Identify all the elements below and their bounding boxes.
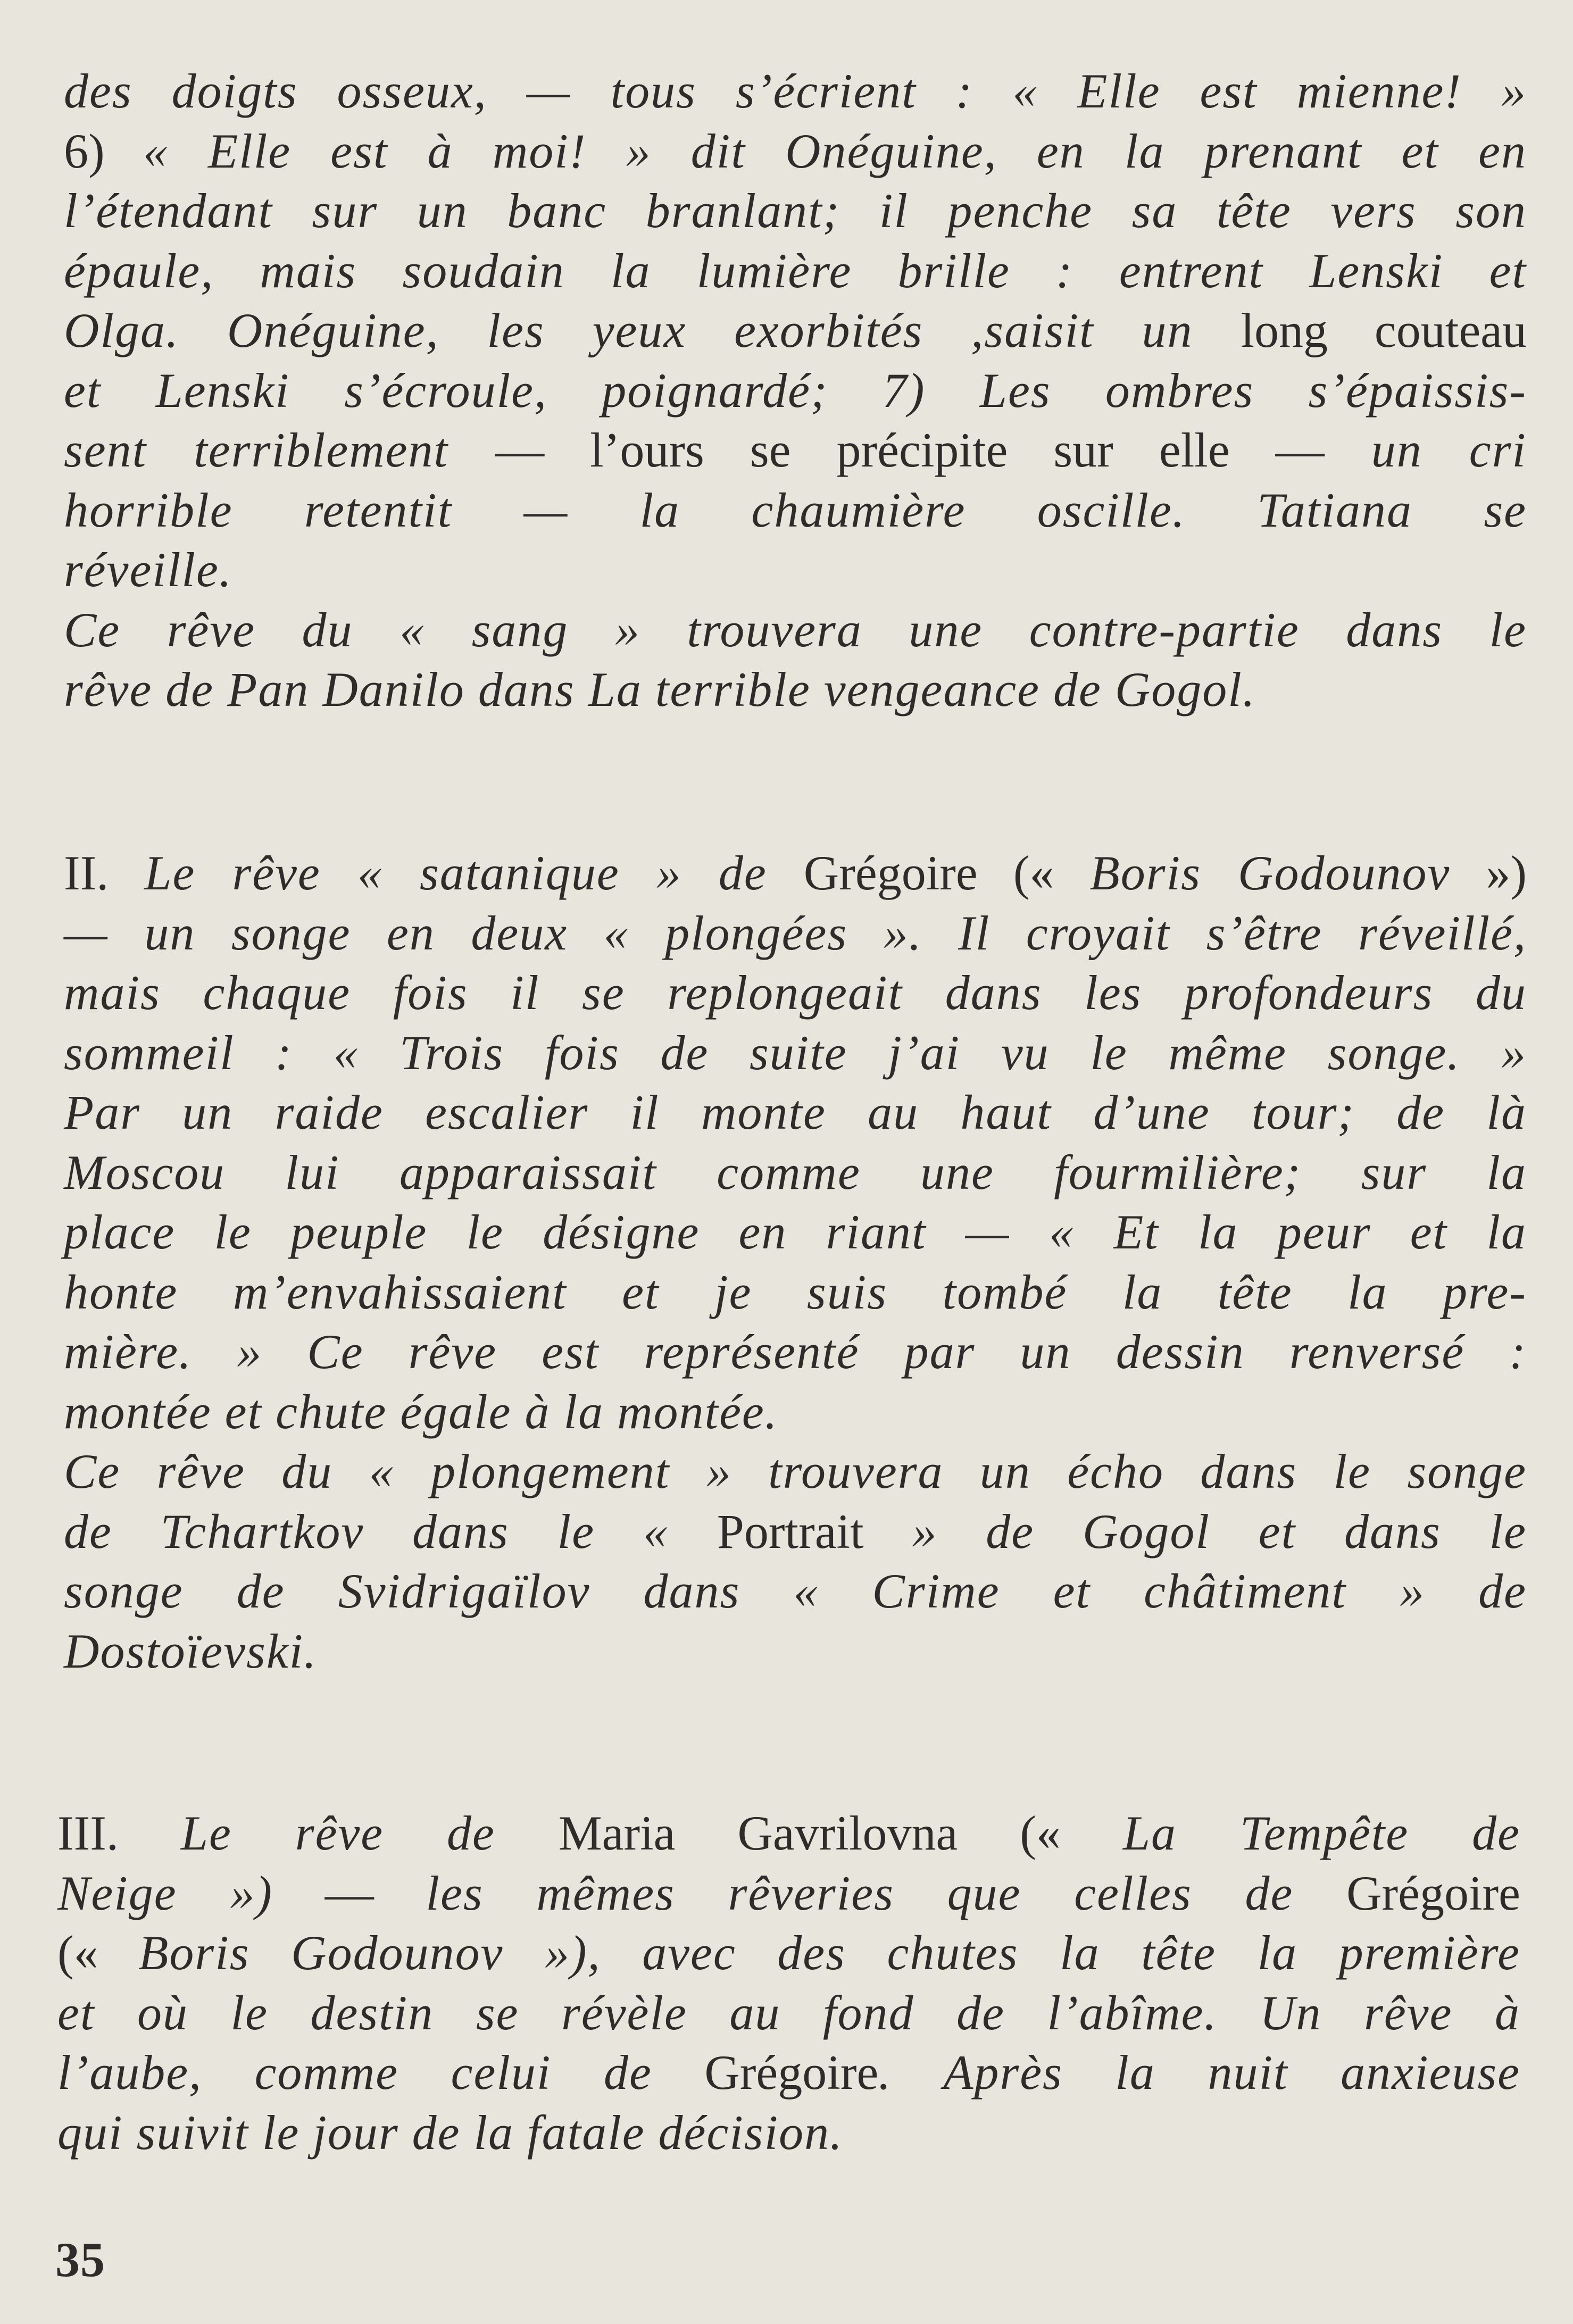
- italic-text: l’aube, comme celui de: [57, 2045, 705, 2100]
- text-line: [64, 361, 1527, 421]
- italic-text: horrible retentit — la chaumière oscille. Tatiana se: [64, 482, 1527, 537]
- roman-text: Portrait: [717, 1504, 864, 1559]
- italic-text: place le peuple le désigne en riant — « Et la peur et la: [64, 1205, 1527, 1259]
- roman-text: Grégoire: [704, 2045, 879, 2100]
- roman-text: Maria Gavrilovna («: [558, 1806, 1123, 1860]
- italic-text: un cri: [1324, 423, 1527, 477]
- text-line: [64, 660, 1527, 720]
- italic-text: épaule, mais soudain la lumière brille : entrent Lenski et: [64, 243, 1527, 298]
- text-line: [64, 1382, 1527, 1442]
- italic-text: honte m’envahissaient et je suis tombé la tête la pre-: [64, 1264, 1527, 1319]
- text-line: [64, 61, 1527, 121]
- italic-text: . Après la nuit anxieuse: [878, 2045, 1520, 2100]
- italic-text: « Elle est à moi! » dit Onéguine, en la prenant et en: [143, 123, 1527, 178]
- text-line: [64, 181, 1527, 241]
- paragraph-dream-maria: [57, 1803, 1520, 2162]
- paragraph-dream-satanic: [64, 843, 1527, 1681]
- italic-text: rêve de Pan Danilo dans La terrible vengeance de Gogol.: [64, 662, 1256, 717]
- italic-text: et Lenski s’écroule, poignardé; 7) Les ombres s’épaissis-: [64, 363, 1527, 418]
- text-line: [64, 1082, 1527, 1143]
- text-line: [64, 843, 1527, 903]
- italic-text: et où le destin se révèle au fond de l’abîme. Un rêve à: [57, 1985, 1520, 2040]
- italic-text: sommeil : « Trois fois de suite j’ai vu le même songe. »: [64, 1025, 1527, 1080]
- text-line: [64, 1442, 1527, 1502]
- italic-text: montée et chute égale à la montée.: [64, 1384, 778, 1439]
- italic-text: Moscou lui apparaissait comme une fourmilière; sur la: [64, 1145, 1527, 1200]
- text-line: [57, 1863, 1520, 1923]
- text-line: [64, 1262, 1527, 1322]
- text-line: [57, 2103, 1520, 2163]
- roman-text: 6): [64, 123, 143, 178]
- italic-text: — un songe en deux « plongées ». Il croyait s’être réveillé,: [64, 905, 1527, 960]
- roman-text: —: [273, 1865, 426, 1920]
- text-line: [64, 1023, 1527, 1083]
- text-line: [64, 121, 1527, 181]
- italic-text: les mêmes rêveries que celles de: [426, 1865, 1347, 1920]
- italic-text: qui suivit le jour de la fatale décision.: [57, 2105, 844, 2160]
- text-line: [57, 2043, 1520, 2103]
- italic-text: des doigts osseux, — tous s’écrient : « Elle est mienne! »: [64, 64, 1527, 118]
- text-line: [64, 241, 1527, 301]
- roman-text: («: [57, 1926, 139, 1980]
- italic-text: Par un raide escalier il monte au haut d’une tour; de là: [64, 1085, 1527, 1139]
- roman-text: II.: [64, 846, 145, 900]
- text-line: [64, 1502, 1527, 1562]
- italic-text: Le rêve « satanique » de: [144, 846, 804, 900]
- text-line: [64, 540, 1527, 600]
- text-line: [64, 1322, 1527, 1382]
- italic-text: Olga. Onéguine, les yeux exorbités ,saisit un: [64, 303, 1241, 357]
- text-line: [57, 1923, 1520, 1983]
- text-line: [64, 480, 1527, 540]
- italic-text: mais chaque fois il se replongeait dans les profondeurs du: [64, 965, 1527, 1020]
- page-number: 35: [55, 2233, 105, 2287]
- italic-text: Boris Godounov: [1089, 846, 1451, 900]
- text-line: [64, 963, 1527, 1023]
- italic-text: Ce rêve du « sang » trouvera une contre-partie dans le: [64, 602, 1527, 657]
- text-line: [64, 1202, 1527, 1262]
- italic-text: réveille.: [64, 543, 232, 597]
- italic-text: Dostoïevski.: [64, 1623, 318, 1678]
- italic-text: sent terriblement: [64, 423, 496, 477]
- text-line: [64, 420, 1527, 480]
- italic-text: Le rêve de: [180, 1806, 559, 1860]
- italic-text: » de Gogol et dans le: [863, 1504, 1527, 1559]
- italic-text: songe de Svidrigaïlov dans « Crime et châtiment » de: [64, 1564, 1527, 1618]
- roman-text: III.: [57, 1806, 181, 1860]
- roman-text: »): [1450, 846, 1527, 900]
- text-line: [57, 1983, 1520, 2043]
- text-line: [64, 1621, 1527, 1681]
- italic-text: Ce rêve du « plongement » trouvera un écho dans le songe: [64, 1444, 1527, 1498]
- text-line: [64, 301, 1527, 361]
- text-line: [64, 1561, 1527, 1621]
- italic-text: La Tempête de: [1122, 1806, 1520, 1860]
- text-line: [64, 1143, 1527, 1203]
- roman-text: long couteau: [1241, 303, 1527, 357]
- roman-text: Grégoire («: [803, 846, 1090, 900]
- text-line: [64, 903, 1527, 963]
- italic-text: Neige »): [57, 1865, 273, 1920]
- italic-text: mière. » Ce rêve est représenté par un dessin renversé :: [64, 1325, 1527, 1379]
- paragraph-dream-blood: [64, 61, 1527, 720]
- italic-text: Boris Godounov »), avec des chutes la tête la première: [138, 1926, 1520, 1980]
- roman-text: — l’ours se précipite sur elle —: [495, 423, 1325, 477]
- text-line: [57, 1803, 1520, 1863]
- text-line: [64, 600, 1527, 660]
- roman-text: Grégoire: [1346, 1865, 1521, 1920]
- italic-text: de Tchartkov dans le «: [64, 1504, 717, 1559]
- italic-text: l’étendant sur un banc branlant; il penche sa tête vers son: [64, 184, 1527, 238]
